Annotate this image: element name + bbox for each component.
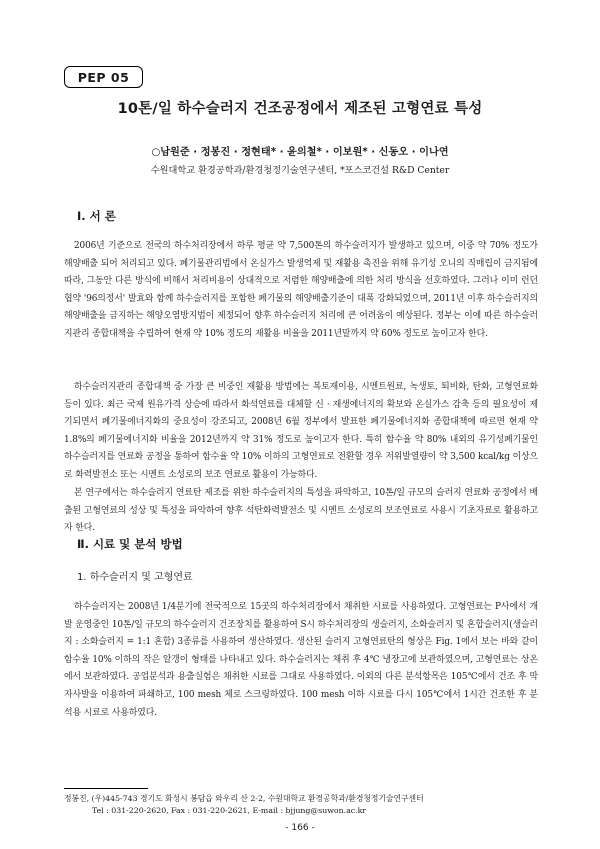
page-number: - 166 -: [285, 823, 315, 833]
author-list: ○남원준 · 정봉진 · 정현태* · 윤의철* · 이보원* · 신동오 · 이나연: [151, 147, 449, 158]
methods-heading: Ⅱ. 시료 및 분석 방법: [77, 537, 183, 551]
methods-subheading: 1. 하수슬러지 및 고형연료: [77, 572, 193, 583]
intro-heading: Ⅰ. 서 론: [77, 209, 116, 223]
affiliation: 수원대학교 환경공학과/환경청정기술연구센터, *포스코건설 R&D Center: [150, 165, 450, 176]
intro-paragraph-2: 하수슬러지관리 종합대책 중 가장 큰 비중인 재활용 방법에는 복토재이용, 시멘트원료, 녹생토, 퇴비화, 탄화, 고형연료화 등이 있다. 최근 국제 원유가격 상승에 따라서 화석연료를 대체할 신 · 재생에너지의 확보와 온실가스 감축 등의 필요성이 제기되면서 폐기물에너지화의 중요성이 강조되고, 2008년 6월 정부에서 발표한 폐기물에너지화 종합대책에 따르면 현재 약 1.8%의 폐기물에너지화 비율을 2012년까지 약 31% 정도로 높이고자 한다. 특히 함수율 약 80% 내외의 유기성폐기물인 하수슬러지를 연료화 공정을 통하여 함수율 약 10% 이하의 고형연료로 전환할 경우 저위발열량이 약 3,500 kcal/kg 이상으로 화력발전소 또는 시멘트 소성로의 보조 연료로 활용이 가능하다.: [64, 382, 538, 480]
footnote-rule: [64, 788, 148, 789]
footnote-address: 정봉진, (우)445-743 경기도 화성시 봉담읍 와우리 산 2-2, 수원대학교 환경공학과/환경청정기술연구센터: [64, 794, 424, 803]
methods-paragraph-1: 하수슬러지는 2008년 1/4분기에 전국적으로 15곳의 하수처리장에서 채취한 시료를 사용하였다. 고형연료는 P사에서 개발 운영중인 10톤/일 규모의 하수슬러지 건조장치를 활용하여 S시 하수처리장의 생슬러지, 소화슬러지 및 혼합슬러지(생슬러지 : 소화슬러지 = 1:1 혼합) 3종류를 사용하여 생산하였다. 생산된 슬러지 고형연료탄의 형상은 Fig. 1에서 보는 바와 같이 함수율 10% 이하의 작은 알갱이 형태를 나타내고 있다. 하수슬러지는 채취 후 4℃ 냉장고에 보관하였으며, 고형연료는 상온에서 보관하였다. 공업분석과 용출실험은 채취한 시료를 그대로 사용하였다. 이외의 다른 분석항목은 105℃에서 건조 후 막자사발을 이용하여 파쇄하고, 100 mesh 체로 스크링하였다. 100 mesh 이하 시료를 다시 105℃에서 1시간 건조한 후 분석용 시료로 사용하였다.: [64, 602, 538, 718]
intro-paragraph-1: 2006년 기준으로 전국의 하수처리장에서 하루 평균 약 7,500톤의 하수슬러지가 발생하고 있으며, 이중 약 70% 정도가 해양배출 되어 처리되고 있다. 폐기물관리법에서 온실가스 발생억제 및 재활용 촉진을 위해 유기성 오니의 직매립이 금지됨에 따라, 그동안 다른 방식에 비해서 처리비용이 상대적으로 저렴한 해양배출에 의한 처리 방식을 선호하였다. 그러나 이미 런던협약 '96의정서' 발효와 함께 하수슬러지를 포함한 폐기물의 해양배출기준이 대폭 강화되었으며, 2011년 이후 하수슬러지의 해양배출을 금지하는 해양오염방지법이 제정되어 향후 하수슬러지 처리에 큰 어려움이 예상된다. 정부는 이에 따른 하수슬러지관리 종합대책을 수립하여 현재 약 10% 정도의 재활용 비율을 2011년말까지 약 60% 정도로 높이고자 한다.: [64, 241, 538, 339]
intro-paragraph-3: 본 연구에서는 하수슬러지 연료탄 제조를 위한 하수슬러지의 특성을 파악하고, 10톤/일 규모의 슬러지 연료화 공정에서 배출된 고형연료의 성상 및 특성을 파악하여 향후 석탄화력발전소 및 시멘트 소성로의 보조연료로 사용시 기초자료로 활용하고자 한다.: [64, 488, 538, 534]
footnote-contact: Tel : 031-220-2620, Fax : 031-220-2621, E-mail : bjjung@suwon.ac.kr: [92, 806, 367, 815]
session-badge: PEP 05: [64, 66, 143, 88]
paper-title: 10톤/일 하수슬러지 건조공정에서 제조된 고형연료 특성: [117, 101, 483, 117]
